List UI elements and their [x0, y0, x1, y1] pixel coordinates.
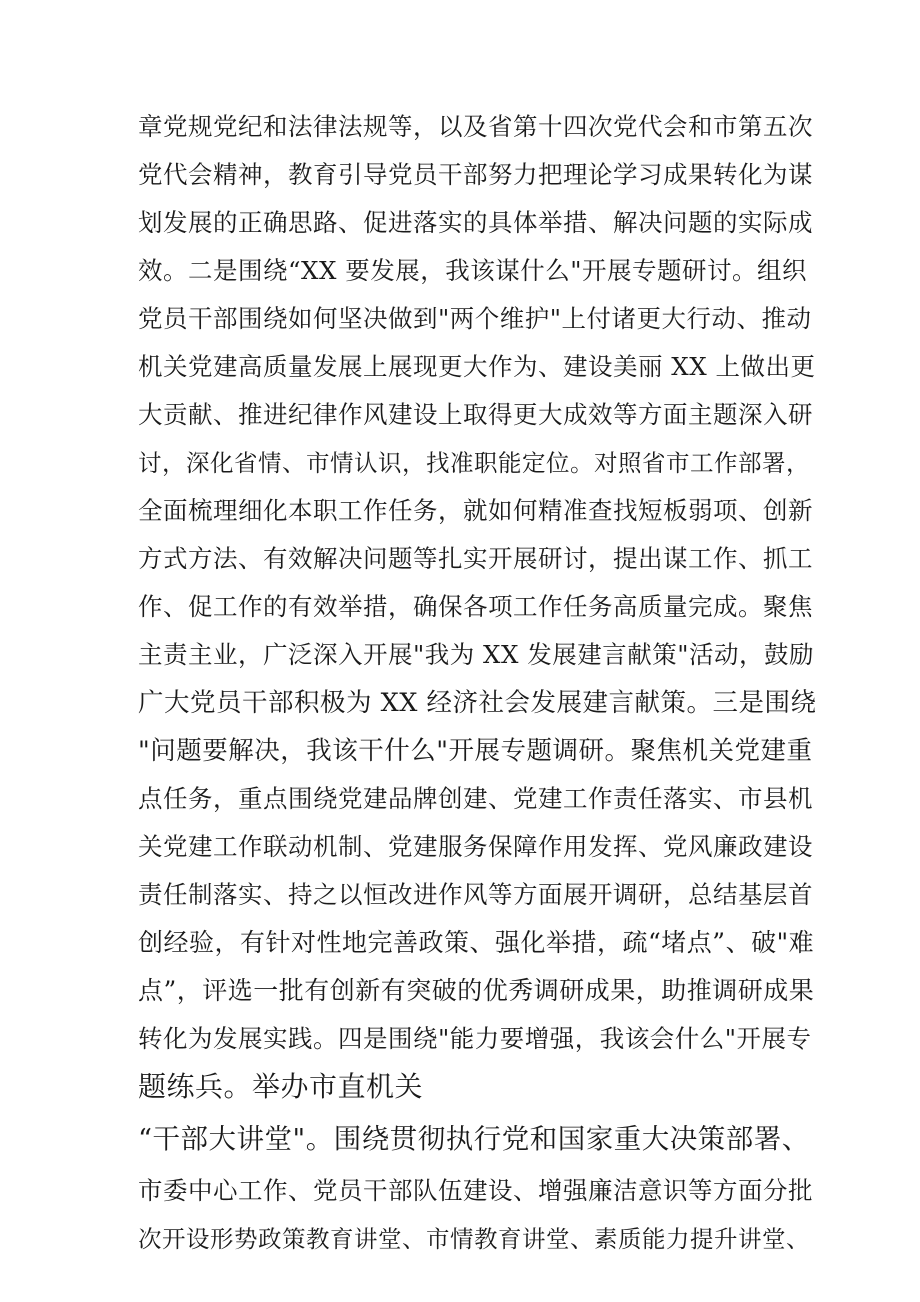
text-line: 划发展的正确思路、促进落实的具体举措、解决问题的实际成	[138, 208, 813, 237]
text-line: 责任制落实、持之以恒改进作风等方面展开调研，总结基层首	[138, 880, 813, 909]
text-line: 党员干部围绕如何坚决做到"两个维护"上付诸更大行动、推动	[138, 304, 812, 333]
text-line: 效。二是围绕“XX 要发展，我该谋什么"开展专题研讨。组织	[138, 256, 807, 285]
text-line: 全面梳理细化本职工作任务，就如何精准查找短板弱项、创新	[138, 496, 813, 525]
text-line: 市委中心工作、党员干部队伍建设、增强廉洁意识等方面分批	[138, 1176, 813, 1205]
text-line: 大贡献、推进纪律作风建设上取得更大成效等方面主题深入研	[138, 400, 813, 429]
text-line: 点”，评选一批有创新有突破的优秀调研成果，助推调研成果	[138, 976, 815, 1005]
text-line: 关党建工作联动机制、党建服务保障作用发挥、党风廉政建设	[138, 832, 813, 861]
text-line: 讨，深化省情、市情认识，找准职能定位。对照省市工作部署，	[138, 449, 810, 477]
text-line: “干部大讲堂"。围绕贯彻执行党和国家重大决策部署、	[138, 1123, 810, 1155]
text-line: 党代会精神，教育引导党员干部努力把理论学习成果转化为谋	[138, 160, 813, 189]
text-line: 题练兵。举办市直机关	[138, 1070, 424, 1103]
text-line: 方式方法、有效解决问题等扎实开展研讨，提出谋工作、抓工	[138, 544, 813, 573]
text-line: 点任务，重点围绕党建品牌创建、党建工作责任落实、市县机	[138, 784, 813, 813]
text-line: 作、促工作的有效举措，确保各项工作任务高质量完成。聚焦	[138, 592, 813, 621]
text-line: 次开设形势政策教育讲堂、市情教育讲堂、素质能力提升讲堂、	[138, 1225, 810, 1253]
text-line: 广大党员干部积极为 XX 经济社会发展建言献策。三是围绕	[138, 688, 817, 718]
text-line: 章党规党纪和法律法规等，以及省第十四次党代会和市第五次	[138, 112, 813, 141]
text-line: 创经验，有针对性地完善政策、强化举措，疏“堵点”、破"难	[138, 928, 815, 957]
text-line: 转化为发展实践。四是围绕"能力要增强，我该会什么"开展专	[138, 1024, 812, 1053]
text-line: "问题要解决，我该干什么"开展专题调研。聚焦机关党建重	[138, 736, 813, 766]
text-line: 主责主业，广泛深入开展"我为 XX 发展建言献策"活动，鼓励	[138, 640, 814, 669]
text-line: 机关党建高质量发展上展现更大作为、建设美丽 XX 上做出更	[138, 352, 816, 381]
